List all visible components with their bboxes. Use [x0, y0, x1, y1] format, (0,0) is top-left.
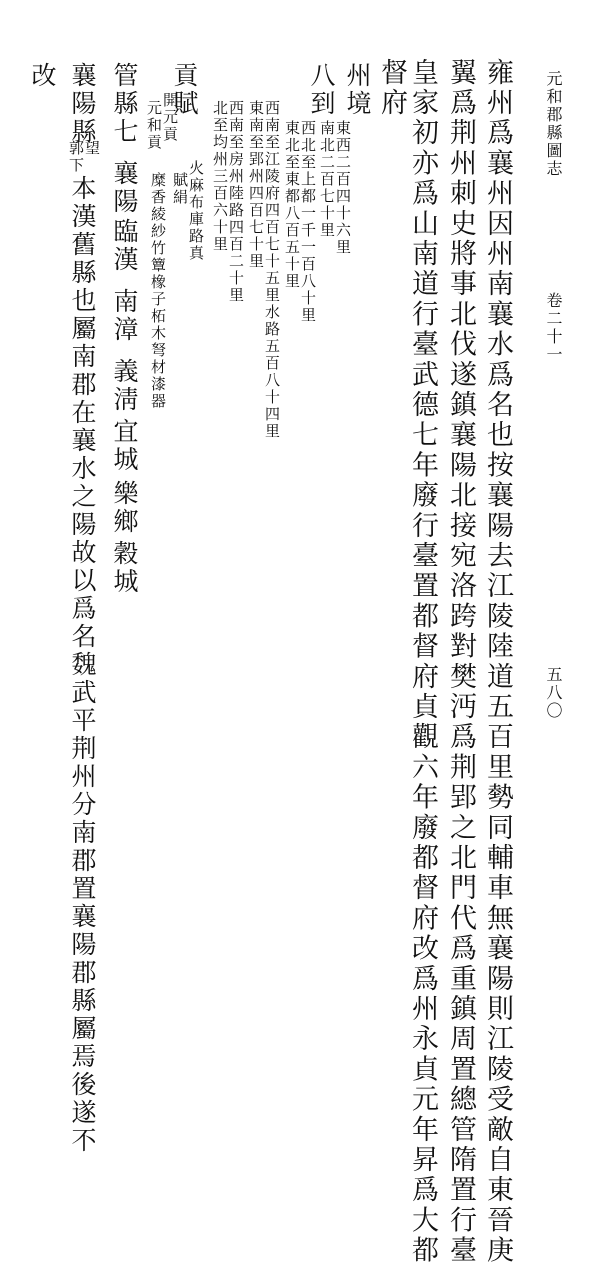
- counties-heading: 管縣七: [110, 62, 139, 146]
- volume-label: 卷二十一: [544, 292, 563, 364]
- tribute-kaiyuan-items: 火麻布庫路真: [187, 160, 205, 262]
- main-text-column-2: 翼爲荆州刺史將事北伐遂鎮襄陽北接宛洛跨對樊沔爲荆郢之北門代爲重鎮周置總管隋置行臺: [445, 58, 476, 1266]
- book-title: 元和郡縣圖志: [544, 70, 563, 178]
- main-text-column-1: 雍州爲襄州因州南襄水爲名也按襄陽去江陵陸道五百里勢同輔車無襄陽則江陵受敵自東晉庚: [482, 58, 513, 1266]
- directions-note-2a: 西南至江陵府四百七十五里水路五百八十四里: [263, 100, 281, 440]
- page-number: 五八〇: [544, 666, 563, 720]
- county-name: 襄陽: [110, 160, 139, 216]
- entry-text-column-1: 本漢舊縣也屬南郡在襄水之陽故以爲名魏武平荆州分南郡置襄陽郡縣屬焉後遂不: [68, 175, 97, 1155]
- tribute-yuanhe-items: 糜香綾紗竹簟橡子柘木弩材漆器: [149, 172, 167, 410]
- directions-note-1a: 西北至上都一千一百八十里: [299, 120, 317, 324]
- county-name: 宜城: [110, 418, 139, 474]
- county-name: 南漳: [110, 288, 139, 344]
- main-text-column-4: 督府: [376, 58, 407, 119]
- directions-note-3a: 西南至房州陸路四百二十里: [227, 100, 245, 304]
- county-name: 臨漢: [110, 218, 139, 274]
- directions-note-2b: 東南至郢州四百七十里: [247, 100, 265, 270]
- main-text-column-3: 皇家初亦爲山南道行臺武德七年廢行臺置都督府貞觀六年廢都督府改爲州永貞元年昇爲大都: [407, 58, 438, 1266]
- boundary-note-right: 東西二百四十六里: [334, 120, 352, 256]
- directions-note-3b: 北至均州三百六十里: [211, 100, 229, 253]
- section-heading-eight-directions: 八到: [307, 62, 336, 118]
- section-heading-tribute: 貢賦: [170, 62, 199, 118]
- boundary-note-left: 南北二百七十里: [318, 120, 336, 239]
- county-name: 穀城: [110, 540, 139, 596]
- directions-note-1b: 東北至東都八百五十里: [283, 120, 301, 290]
- tribute-yuanhe-label: 元和貢: [145, 100, 163, 151]
- tax-silk-note: 賦絹: [171, 172, 189, 206]
- county-name: 樂鄉: [110, 480, 139, 536]
- entry-location-note: 郭下: [67, 140, 85, 174]
- county-name: 義淸: [110, 358, 139, 414]
- entry-rank-note: 望: [83, 140, 101, 157]
- tribute-kaiyuan-label: 開元貢: [161, 92, 179, 143]
- entry-text-column-2: 改: [28, 62, 57, 90]
- entry-heading: 襄陽縣: [68, 62, 97, 146]
- section-heading-boundary: 州境: [343, 62, 372, 118]
